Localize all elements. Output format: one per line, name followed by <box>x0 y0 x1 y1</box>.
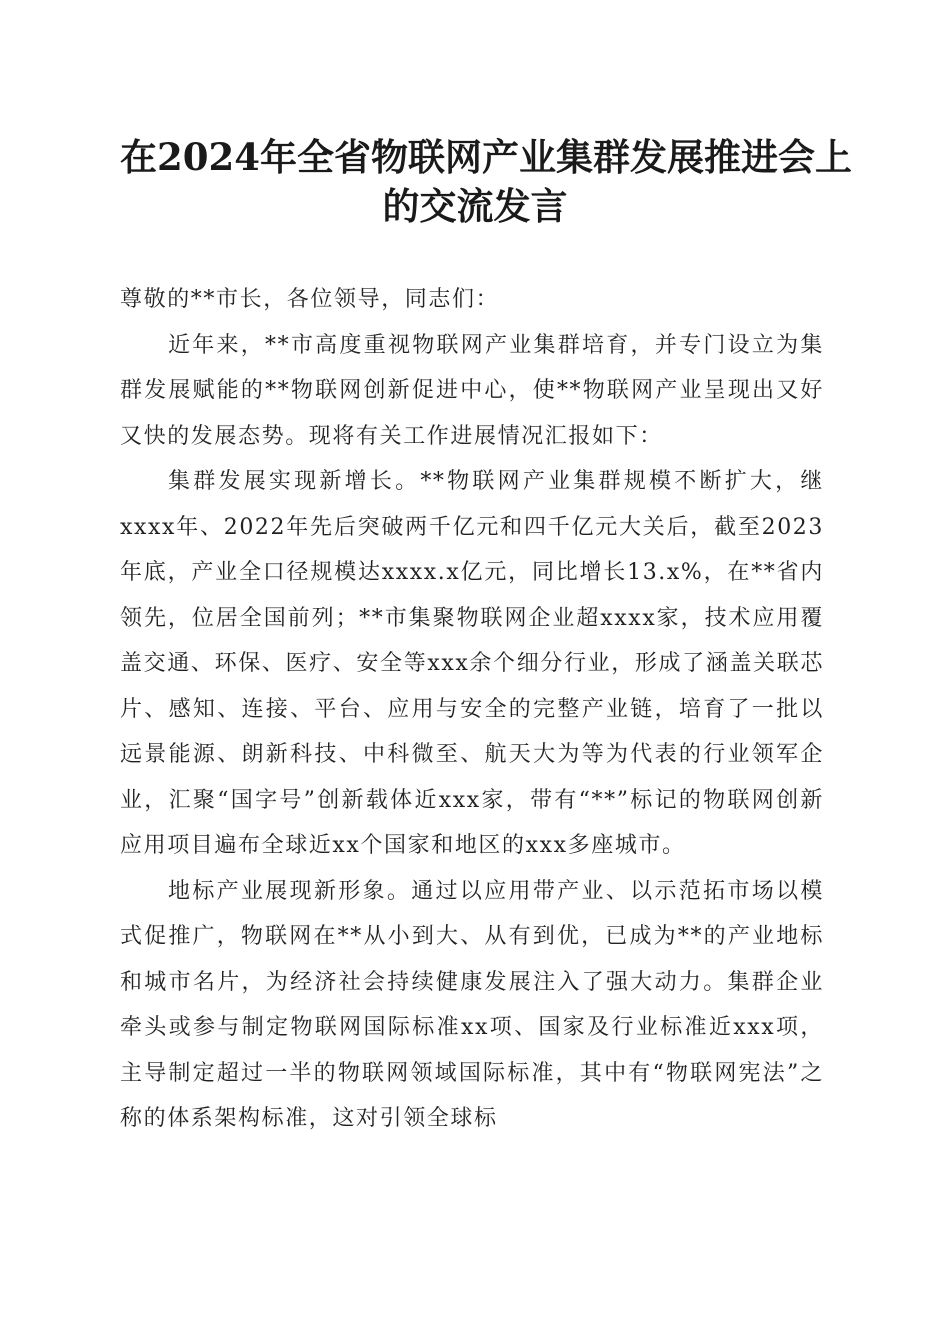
title-line-2: 的交流发言 <box>382 184 568 228</box>
document-title <box>120 133 852 231</box>
paragraph-cluster-growth: 集群发展实现新增长。**物联网产业集群规模不断扩大，继xxxx年、2022年先后突破两千亿元和四千亿元大关后，截至2023年底，产业全口径规模达xxxx.x亿元，同比增长13.x%，在**省内领先，位居全国前列；**市集聚物联网企业超xxxx家，技术应用覆盖交通、环保、医疗、安全等xxx余个细分行业，形成了涵盖关联芯片、感知、连接、平台、应用与安全的完整产业链，培育了一批以远景能源、朗新科技、中科微至、航天大为等为代表的行业领军企业，汇聚“国字号”创新载体近xxx家，带有“**”标记的物联网创新应用项目遍布全球近xx个国家和地区的xxx多座城市。 <box>120 469 824 858</box>
document-body <box>120 277 824 1142</box>
salutation: 尊敬的**市长，各位领导，同志们： <box>120 287 500 312</box>
title-line-1: 在2024年全省物联网产业集群发展推进会上 <box>120 135 852 179</box>
paragraph-landmark-industry: 地标产业展现新形象。通过以应用带产业、以示范拓市场以模式促推广，物联网在**从小到大、从有到优，已成为**的产业地标和城市名片，为经济社会持续健康发展注入了强大动力。集群企业牵头或参与制定物联网国际标准xx项、国家及行业标准近xxx项，主导制定超过一半的物联网领域国际标准，其中有“物联网宪法”之称的体系架构标准，这对引领全球标 <box>120 878 824 1131</box>
paragraph-intro: 近年来，**市高度重视物联网产业集群培育，并专门设立为集群发展赋能的**物联网创新促进中心，使**物联网产业呈现出又好又快的发展态势。现将有关工作进展情况汇报如下： <box>120 332 824 449</box>
